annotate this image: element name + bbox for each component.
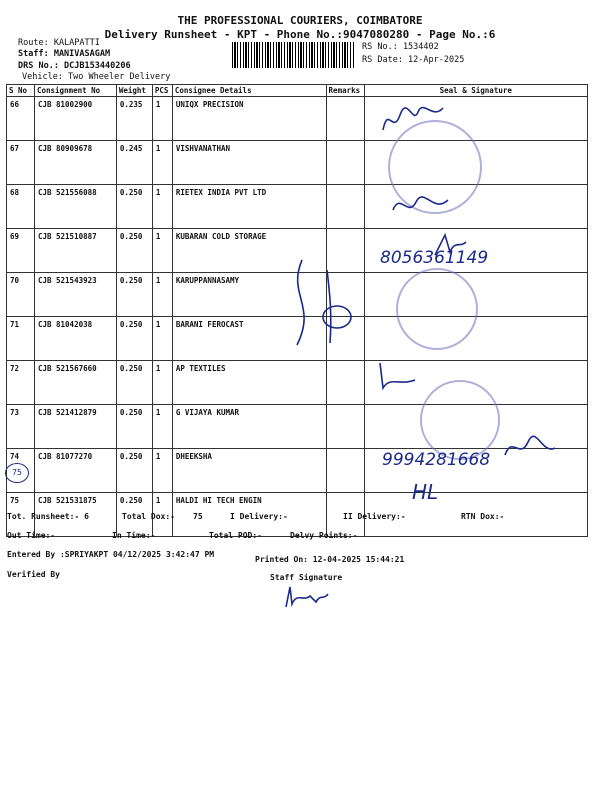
row-weight: 0.250	[116, 405, 152, 449]
row-sno: 71	[7, 317, 35, 361]
row-consignee: KUBARAN COLD STORAGE	[172, 229, 326, 273]
drs-label: DRS No.: DCJB153440206	[18, 61, 131, 71]
row-sno: 75	[7, 493, 35, 537]
handwritten-phone-1: 8056361149	[380, 248, 489, 268]
row-weight: 0.250	[116, 273, 152, 317]
circled-row-number: 75	[5, 463, 29, 483]
printed-on: Printed On: 12-04-2025 15:44:21	[255, 555, 405, 564]
row-weight: 0.250	[116, 361, 152, 405]
row-consignee: RIETEX INDIA PVT LTD	[172, 185, 326, 229]
row-consignment: CJB 521412879	[34, 405, 116, 449]
col-header-remarks: Remarks	[326, 85, 364, 97]
staff-signature	[282, 582, 332, 612]
staff-label: Staff: MANIVASAGAM	[18, 49, 111, 59]
row-consignment: CJB 81042038	[34, 317, 116, 361]
in-time: In Time:-	[112, 531, 156, 540]
col-header-seal: Seal & Signature	[364, 85, 587, 97]
row-pcs: 1	[152, 405, 172, 449]
row-consignment: CJB 81077270	[34, 449, 116, 493]
rs-number: RS No.: 1534402	[362, 42, 439, 52]
vehicle-label: Vehicle: Two Wheeler Delivery	[22, 72, 171, 82]
ii-delivery: II Delivery:-	[343, 512, 406, 521]
handwritten-phone-2: 9994281668	[382, 450, 491, 470]
row-consignment: CJB 521543923	[34, 273, 116, 317]
rtn-dox: RTN Dox:-	[461, 512, 505, 521]
company-stamp-3	[420, 380, 500, 460]
row-consignment: CJB 80909678	[34, 141, 116, 185]
signature-74	[500, 430, 560, 465]
row-consignment: CJB 521531875	[34, 493, 116, 537]
signature-70-71	[282, 255, 362, 350]
total-dox-label: Total Dox:-	[122, 512, 175, 521]
table-row	[7, 185, 588, 229]
out-time: Out Time:-	[7, 531, 56, 540]
row-weight: 0.235	[116, 97, 152, 141]
col-header-sno: S No	[7, 85, 35, 97]
col-header-weight: Weight	[116, 85, 152, 97]
entered-by: Entered By :SPRIYAKPT 04/12/2025 3:42:47 PM	[7, 550, 215, 559]
runsheet-subtitle: Delivery Runsheet - KPT - Phone No.:9047080280 - Page No.:6	[104, 28, 496, 41]
signature-68	[388, 190, 458, 220]
row-sno: 67	[7, 141, 35, 185]
total-pod: Total POD:-	[209, 531, 262, 540]
total-dox-value: 75	[193, 512, 203, 521]
row-sno: 69	[7, 229, 35, 273]
row-weight: 0.250	[116, 317, 152, 361]
table-row	[7, 141, 588, 185]
barcode	[232, 42, 354, 68]
row-weight: 0.250	[116, 185, 152, 229]
delvy-points: Delvy Points:-	[290, 531, 358, 540]
row-sno: 72	[7, 361, 35, 405]
table-header-row	[7, 85, 588, 97]
row-pcs: 1	[152, 185, 172, 229]
row-consignee: G VIJAYA KUMAR	[172, 405, 326, 449]
row-remarks	[326, 449, 364, 493]
signature-66	[378, 100, 448, 140]
row-consignee: AP TEXTILES	[172, 361, 326, 405]
row-pcs: 1	[152, 229, 172, 273]
row-pcs: 1	[152, 141, 172, 185]
table-row	[7, 97, 588, 141]
row-consignment: CJB 521510887	[34, 229, 116, 273]
row-consignee: DHEEKSHA	[172, 449, 326, 493]
company-title: THE PROFESSIONAL COURIERS, COIMBATORE	[177, 14, 423, 27]
row-remarks	[326, 185, 364, 229]
row-remarks	[326, 141, 364, 185]
table-row	[7, 361, 588, 405]
row-pcs: 1	[152, 449, 172, 493]
row-pcs: 1	[152, 317, 172, 361]
route-label: Route: KALAPATTI	[18, 38, 100, 48]
row-sno: 70	[7, 273, 35, 317]
rs-date: RS Date: 12-Apr-2025	[362, 55, 465, 65]
row-sno: 73	[7, 405, 35, 449]
verified-by: Verified By	[7, 570, 60, 579]
row-remarks	[326, 97, 364, 141]
row-weight: 0.245	[116, 141, 152, 185]
row-sno: 66	[7, 97, 35, 141]
row-consignment: CJB 521567660	[34, 361, 116, 405]
row-consignee: VISHVANATHAN	[172, 141, 326, 185]
row-weight: 0.250	[116, 493, 152, 537]
col-header-consignee: Consignee Details	[172, 85, 326, 97]
staff-signature-label: Staff Signature	[270, 573, 343, 582]
signature-72	[375, 358, 420, 393]
row-remarks	[326, 405, 364, 449]
row-weight: 0.250	[116, 449, 152, 493]
row-consignee: BARANI FEROCAST	[172, 317, 326, 361]
row-pcs: 1	[152, 97, 172, 141]
row-pcs: 1	[152, 273, 172, 317]
row-sno: 68	[7, 185, 35, 229]
row-consignee: HALDI HI TECH ENGIN	[172, 493, 326, 537]
row-pcs: 1	[152, 361, 172, 405]
row-consignment: CJB 521556088	[34, 185, 116, 229]
row-remarks	[326, 361, 364, 405]
row-consignee: UNIQX PRECISION	[172, 97, 326, 141]
total-runsheet: Tot. Runsheet:- 6	[7, 512, 89, 521]
row-sno: 74	[7, 449, 35, 493]
row-pcs: 1	[152, 493, 172, 537]
row-weight: 0.250	[116, 229, 152, 273]
handwritten-initials: HL	[412, 480, 439, 504]
col-header-pcs: PCS	[152, 85, 172, 97]
row-consignment: CJB 81002900	[34, 97, 116, 141]
company-stamp-2	[396, 268, 478, 350]
i-delivery: I Delivery:-	[230, 512, 288, 521]
col-header-consignment: Consignment No	[34, 85, 116, 97]
row-consignee: KARUPPANNASAMY	[172, 273, 326, 317]
